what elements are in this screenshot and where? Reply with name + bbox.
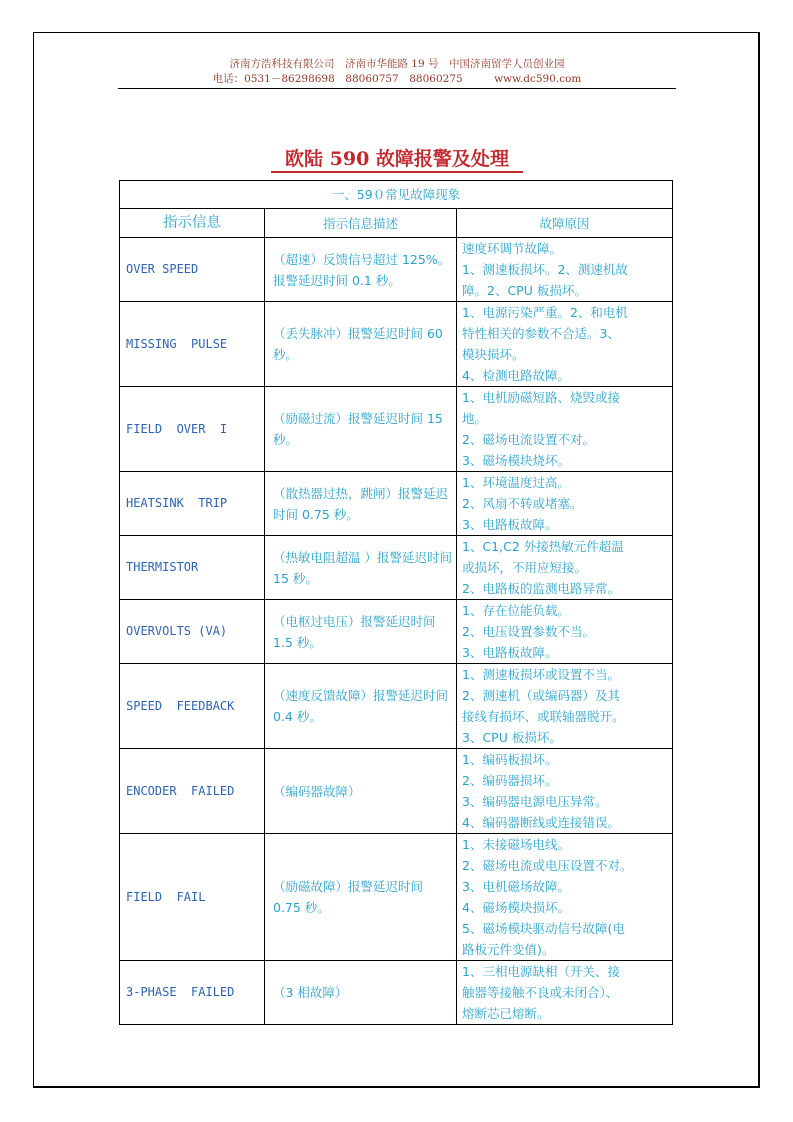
fault-causes — [457, 664, 673, 749]
fault-cause-line: 1、电源污染严重。2、和电机 — [462, 305, 628, 320]
fault-causes — [457, 749, 673, 834]
fault-code: 3-PHASE FAILED — [120, 961, 265, 1025]
fault-cause-line: 1、三相电源缺相（开关、接 — [462, 964, 620, 979]
fault-cause-line: 2、测速机（或编码器）及其 — [462, 688, 620, 703]
fault-cause-line: 4、编码器断线或连接错误。 — [462, 815, 620, 830]
letterhead-address: 济南方浩科技有限公司 济南市华能路 19 号 中国济南留学人员创业园 — [229, 58, 565, 70]
fault-causes — [457, 302, 673, 387]
table-caption-row — [120, 181, 673, 209]
fault-code: MISSING PULSE — [120, 302, 265, 387]
fault-cause-line: 熔断芯已熔断。 — [462, 1006, 550, 1021]
fault-cause-line: 3、磁场模块烧坏。 — [462, 453, 570, 468]
fault-cause-line: 1、测速板损坏。2、测速机故 — [462, 262, 628, 277]
fault-code: THERMISTOR — [120, 536, 265, 600]
table-header-row — [120, 209, 673, 238]
table-row — [120, 961, 673, 1025]
fault-cause-line: 路板元件变值)。 — [462, 942, 555, 957]
column-header-cause: 故障原因 — [457, 209, 673, 238]
header-divider — [118, 88, 676, 89]
fault-cause-line: 1、未接磁场电线。 — [462, 837, 570, 852]
letterhead — [118, 57, 676, 87]
page-title-text: 欧陆 590 故障报警及处理 — [271, 147, 523, 173]
fault-cause-line: 2、电路板的监测电路异常。 — [462, 581, 620, 596]
table-row — [120, 472, 673, 536]
fault-code: OVERVOLTS (VA) — [120, 600, 265, 664]
fault-cause-line: 2、磁场电流设置不对。 — [462, 432, 595, 447]
fault-cause-line: 2、电压设置参数不当。 — [462, 624, 595, 639]
fault-cause-line: 2、磁场电流或电压设置不对。 — [462, 858, 633, 873]
fault-description: （热敏电阻超温 ）报警延迟时间 15 秒。 — [265, 536, 457, 600]
fault-cause-line: 1、测速板损坏或设置不当。 — [462, 667, 620, 682]
fault-cause-line: 接线有损坏、或联轴器脱开。 — [462, 709, 625, 724]
letterhead-contact: 电话：0531－86298698 88060757 88060275 www.dc590.com — [212, 73, 582, 85]
table-row — [120, 834, 673, 961]
page-title — [118, 147, 676, 173]
fault-description: （速度反馈故障）报警延迟时间 0.4 秒。 — [265, 664, 457, 749]
fault-cause-line: 2、编码器损坏。 — [462, 773, 558, 788]
table-row — [120, 664, 673, 749]
fault-description: （励磁故障）报警延迟时间 0.75 秒。 — [265, 834, 457, 961]
fault-cause-line: 模块损坏。 — [462, 347, 525, 362]
fault-table — [119, 180, 673, 1025]
fault-cause-line: 3、CPU 板损坏。 — [462, 730, 562, 745]
fault-cause-line: 1、存在位能负载。 — [462, 603, 570, 618]
fault-causes — [457, 238, 673, 302]
fault-cause-line: 1、环境温度过高。 — [462, 475, 570, 490]
fault-description: （超速）反馈信号超过 125%。报警延迟时间 0.1 秒。 — [265, 238, 457, 302]
fault-code: FIELD OVER I — [120, 387, 265, 472]
fault-cause-line: 速度环调节故障。 — [462, 241, 563, 256]
fault-causes — [457, 472, 673, 536]
fault-description: （3 相故障） — [265, 961, 457, 1025]
table-row — [120, 749, 673, 834]
fault-cause-line: 触器等接触不良或未闭合）、 — [462, 985, 619, 1000]
fault-cause-line: 1、编码板损坏。 — [462, 752, 558, 767]
fault-causes — [457, 834, 673, 961]
table-caption: 一、59０常见故障现象 — [120, 181, 673, 209]
fault-cause-line: 4、检测电路故障。 — [462, 368, 570, 383]
fault-causes — [457, 600, 673, 664]
fault-description: （编码器故障） — [265, 749, 457, 834]
table-row — [120, 302, 673, 387]
fault-description: （励磁过流）报警延迟时间 15 秒。 — [265, 387, 457, 472]
fault-cause-line: 或损坏，不用应短接。 — [462, 560, 588, 575]
table-row — [120, 387, 673, 472]
fault-cause-line: 3、电路板故障。 — [462, 645, 558, 660]
fault-code: HEATSINK TRIP — [120, 472, 265, 536]
fault-description: （散热器过热，跳闸）报警延迟时间 0.75 秒。 — [265, 472, 457, 536]
fault-causes — [457, 387, 673, 472]
fault-code: OVER SPEED — [120, 238, 265, 302]
fault-code: SPEED FEEDBACK — [120, 664, 265, 749]
fault-code: FIELD FAIL — [120, 834, 265, 961]
table-row — [120, 238, 673, 302]
fault-cause-line: 2、风扇不转或堵塞。 — [462, 496, 583, 511]
fault-description: （丢失脉冲）报警延迟时间 60 秒。 — [265, 302, 457, 387]
fault-cause-line: 3、编码器电源电压异常。 — [462, 794, 608, 809]
fault-cause-line: 地。 — [462, 411, 488, 426]
fault-causes — [457, 961, 673, 1025]
column-header-description: 指示信息描述 — [265, 209, 457, 238]
fault-description: （电枢过电压）报警延迟时间 1.5 秒。 — [265, 600, 457, 664]
table-row — [120, 600, 673, 664]
fault-cause-line: 1、电机励磁短路、烧毁或接 — [462, 390, 620, 405]
fault-cause-line: 4、磁场模块损坏。 — [462, 900, 570, 915]
table-row — [120, 536, 673, 600]
fault-cause-line: 障。2、CPU 板损坏。 — [462, 283, 587, 298]
fault-cause-line: 5、磁场模块驱动信号故障(电 — [462, 921, 625, 936]
fault-cause-line: 3、电机磁场故障。 — [462, 879, 570, 894]
fault-cause-line: 1、C1,C2 外接热敏元件超温 — [462, 539, 624, 554]
fault-code: ENCODER FAILED — [120, 749, 265, 834]
fault-cause-line: 3、电路板故障。 — [462, 517, 558, 532]
column-header-indicator: 指示信息 — [120, 209, 265, 238]
fault-causes — [457, 536, 673, 600]
fault-cause-line: 特性相关的参数不合适。3、 — [462, 326, 620, 341]
